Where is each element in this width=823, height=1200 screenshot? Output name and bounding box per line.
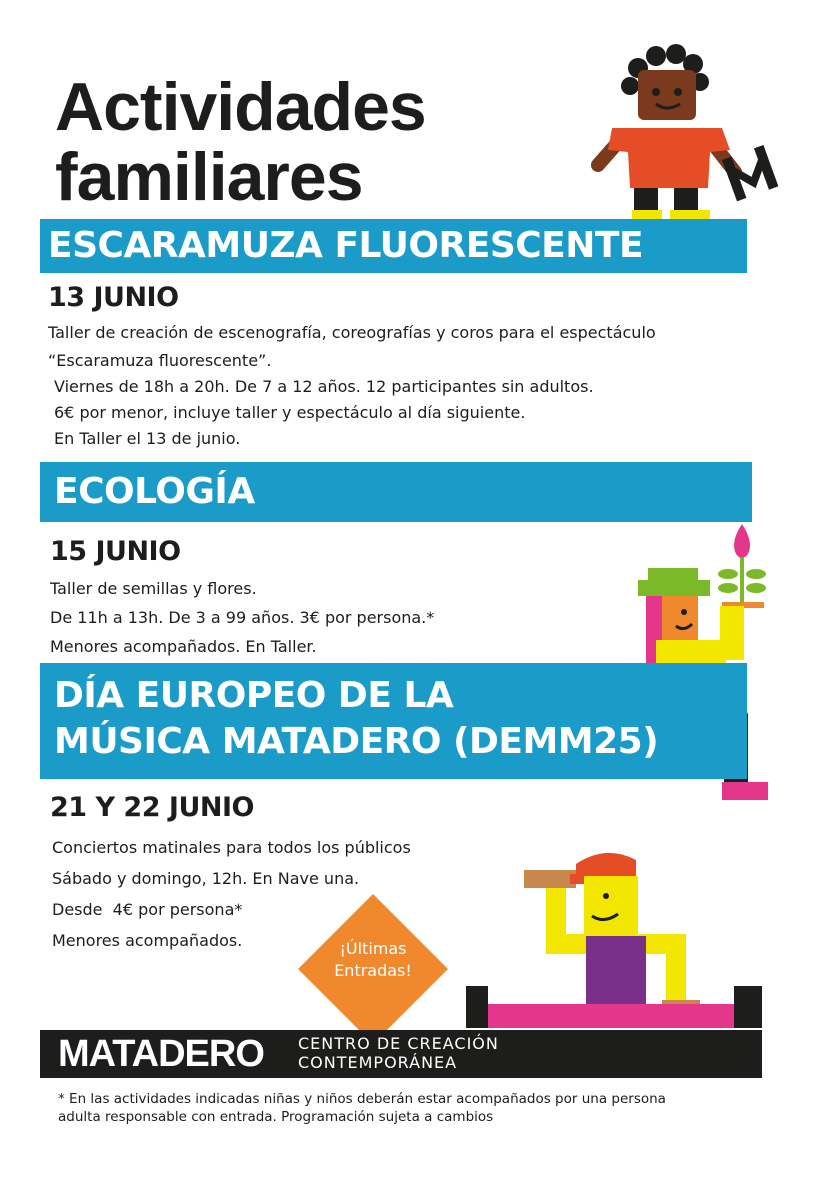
badge-text xyxy=(298,938,448,982)
section-heading-ecologia: ECOLOGÍA xyxy=(40,462,752,522)
text-line: En Taller el 13 de junio. xyxy=(54,429,241,448)
last-tickets-badge xyxy=(298,894,448,1044)
kid-illustration-top xyxy=(590,40,780,245)
section-date-escaramuza: 13 JUNIO xyxy=(48,282,179,313)
badge-line-2: Entradas! xyxy=(334,961,412,980)
section-description-escaramuza xyxy=(48,319,656,375)
matadero-logo: MATADERO xyxy=(58,1033,264,1075)
text-line: Viernes de 18h a 20h. De 7 a 12 años. 12 participantes sin adultos. xyxy=(54,377,594,396)
footnote-line-2: adulta responsable con entrada. Programación sujeta a cambios xyxy=(58,1109,494,1125)
text-line: Menores acompañados. xyxy=(52,931,243,950)
text-line: Taller de creación de escenografía, coreografías y coros para el espectáculo xyxy=(48,323,656,342)
text-line: Sábado y domingo, 12h. En Nave una. xyxy=(52,869,360,888)
footer-subtitle-line-1: CENTRO DE CREACIÓN xyxy=(298,1034,499,1053)
text-line: Desde 4€ por persona* xyxy=(52,900,243,919)
text-line: Menores acompañados. En Taller. xyxy=(50,637,317,656)
section-date-ecologia: 15 JUNIO xyxy=(50,536,181,567)
page-title-line-1: Actividades xyxy=(55,69,426,145)
footnote-line-1: * En las actividades indicadas niñas y niños deberán estar acompañados por una persona xyxy=(58,1091,666,1107)
section-details-ecologia xyxy=(50,574,434,661)
page-title-line-2: familiares xyxy=(55,139,363,215)
page-title xyxy=(55,69,426,215)
text-line: 6€ por menor, incluye taller y espectáculo al día siguiente. xyxy=(54,403,526,422)
footer-subtitle xyxy=(298,1034,499,1072)
footer-subtitle-line-2: CONTEMPORÁNEA xyxy=(298,1053,458,1072)
text-line: Conciertos matinales para todos los públicos xyxy=(52,838,411,857)
section-date-dia-europeo: 21 Y 22 JUNIO xyxy=(50,792,254,823)
text-line: “Escaramuza fluorescente”. xyxy=(48,351,272,370)
text-line: De 11h a 13h. De 3 a 99 años. 3€ por persona.* xyxy=(50,608,435,627)
section-heading-escaramuza: ESCARAMUZA FLUORESCENTE xyxy=(40,219,747,273)
heading-line-1: DÍA EUROPEO DE LA xyxy=(54,675,454,716)
section-details-escaramuza xyxy=(54,374,594,452)
footnote xyxy=(58,1090,778,1126)
text-line: Taller de semillas y flores. xyxy=(50,579,257,598)
kid-with-binoculars-illustration xyxy=(466,844,766,1032)
footer-brand-bar xyxy=(40,1030,762,1078)
heading-line-2: MÚSICA MATADERO (DEMM25) xyxy=(54,721,659,762)
badge-line-1: ¡Últimas xyxy=(339,939,407,958)
section-heading-dia-europeo xyxy=(40,663,747,779)
